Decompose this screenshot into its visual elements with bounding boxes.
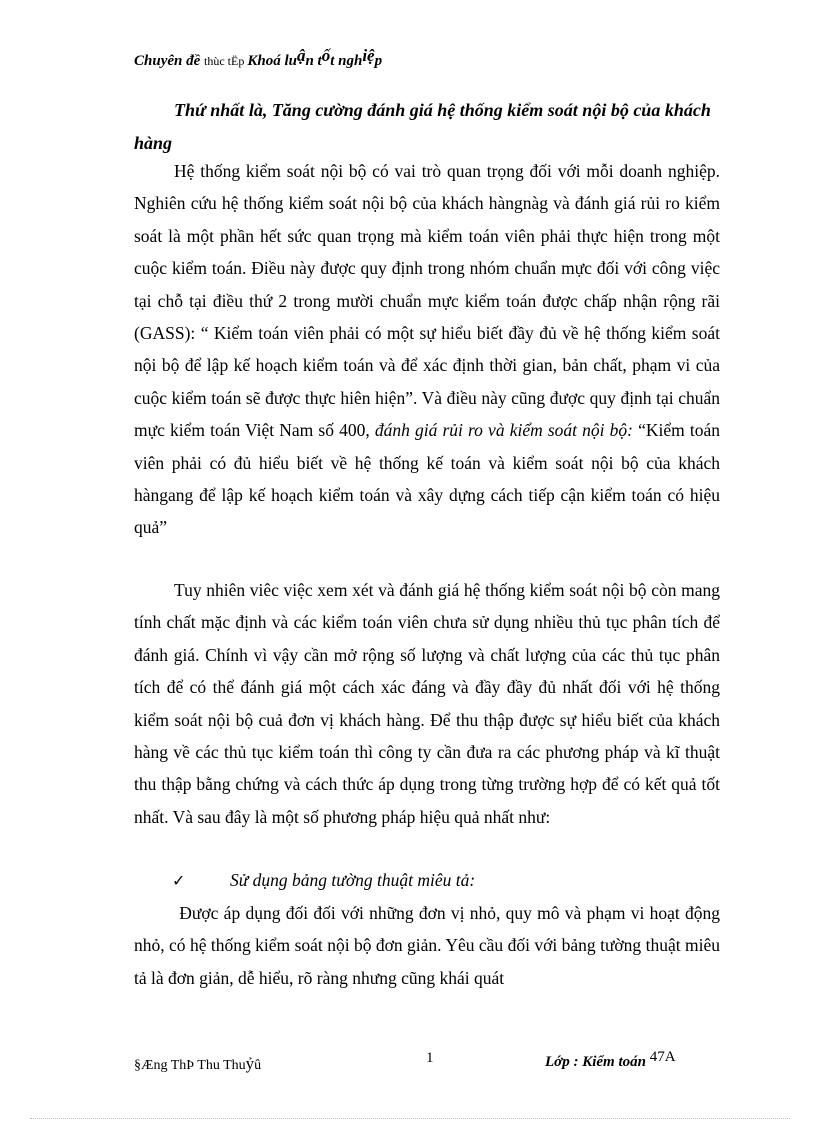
section-title-text: Thứ nhất là, Tăng cường đánh giá hệ thống kiểm soát nội bộ của khách hàng bbox=[134, 100, 711, 153]
footer-author bbox=[134, 1054, 261, 1074]
page-number: 1 bbox=[426, 1050, 434, 1066]
paragraph-2 bbox=[134, 574, 720, 833]
header-thesis-label-d: ố bbox=[321, 46, 331, 65]
header-thesis-label-b: ậ bbox=[296, 46, 306, 65]
header-thesis-label-c: n t bbox=[305, 53, 322, 69]
footer-author-name-a: §Æng ThÞ Thu Thu bbox=[134, 1058, 246, 1073]
paragraph-1 bbox=[134, 155, 720, 544]
header-topic-label: Chuyên đề bbox=[134, 53, 205, 69]
paragraph-2-text: Tuy nhiên viêc việc xem xét và đánh giá hệ thống kiểm soát nội bộ còn mang tính chất mặc định và các kiểm toán viên chưa sử dụng nhiều thủ tục phân tích để đánh giá. Chính vì vậy cần mở rộng số lượng và chất lượng của các thủ tục phân tích để có thể đánh giá một cách xác đáng và đầy đầy đủ nhất đối với hệ thống kiểm soát nội bộ cuả đơn vị khách hàng. Để thu thập được sự hiểu biết của khách hàng về các thủ tục kiểm toán thì công ty cần đưa ra các phương pháp và kĩ thuật thu thập bằng chứng và cách thức áp dụng trong từng trường hợp để có kết quả tốt nhất. Và sau đây là một số phương pháp hiệu quả nhất như: bbox=[134, 580, 720, 827]
footer-author-name-b: ỷ bbox=[245, 1054, 255, 1073]
footer-class-label: Lớp : Kiểm toán bbox=[545, 1054, 650, 1070]
paragraph-3-text: Được áp dụng đối đối với những đơn vị nhỏ, quy mô và phạm vi hoạt động nhỏ, có hệ thống kiểm soát nội bộ đơn giản. Yêu cầu đối với bảng tường thuật miêu tả là đơn giản, dễ hiểu, rõ ràng nhưng cũng khái quát bbox=[134, 903, 720, 988]
header-thesis-label-f: iệ bbox=[362, 46, 375, 65]
paragraph-3 bbox=[134, 897, 720, 994]
header-thesis-label-g: p bbox=[374, 53, 383, 69]
checkmark-icon: ✓ bbox=[172, 871, 186, 890]
footer-author-name-c: û bbox=[254, 1058, 262, 1073]
footer-class-code: 47A bbox=[649, 1049, 676, 1065]
paragraph-1-text-a: Hệ thống kiểm soát nội bộ có vai trò quan trọng đối với mỗi doanh nghiệp. Nghiên cứu hệ thống kiểm soát nội bộ của khách hàngnàg và đánh giá rủi ro kiểm soát là một phần hết sức quan trọng mà kiểm toán viên phải thực hiện trong một cuộc kiểm toán. Điều này được quy định trong nhóm chuẩn mực đối với công việc tại chỗ tại điều thứ 2 trong mười chuẩn mực kiểm toán được chấp nhận rộng rãi (GASS): “ Kiểm toán viên phải có một sự hiểu biết đầy đủ về hệ thống kiểm soát nội bộ để lập kế hoạch kiểm toán và để xác định thời gian, bản chất, phạm vi của cuộc kiểm toán sẽ được thực hiên hiện”. Và điều này cũng được quy định tại chuẩn mực kiểm toán Việt Nam số 400, bbox=[134, 161, 720, 441]
paragraph-1-italic-phrase: đánh giá rủi ro và kiểm soát nội bộ: bbox=[374, 420, 633, 441]
header-internship-label: thùc tËp bbox=[204, 54, 248, 68]
paragraph-1-text-b: “Kiểm toán viên phải có đủ hiểu biết về hệ thống kế toán và kiểm soát nội bộ của khách hàngang để lập kế hoạch kiểm toán và xây dựng cách tiếp cận kiểm toán có hiệu quả” bbox=[134, 420, 720, 538]
section-title bbox=[134, 94, 722, 160]
header-thesis-label-e: t ngh bbox=[330, 53, 363, 69]
header-thesis-label-a: Khoá lu bbox=[247, 53, 297, 69]
bullet-item bbox=[172, 864, 672, 897]
bullet-item-text: Sử dụng bảng tường thuật miêu tả: bbox=[230, 870, 476, 890]
page-header bbox=[134, 46, 694, 72]
page-bottom-divider bbox=[30, 1118, 790, 1119]
footer-class bbox=[545, 1049, 676, 1071]
